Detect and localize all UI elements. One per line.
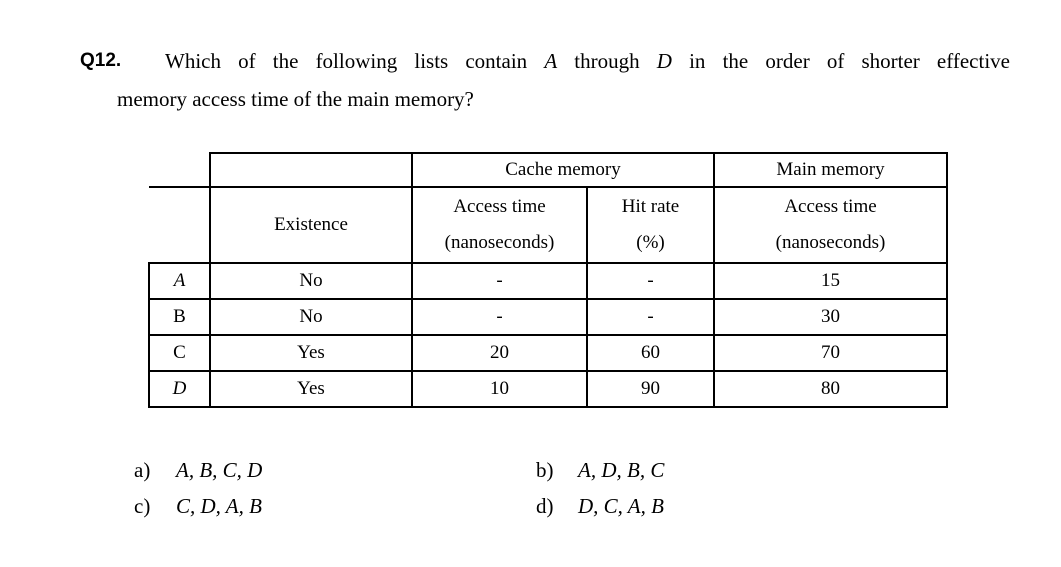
cell-main-access: 70 — [714, 335, 947, 371]
header-cache-memory: Cache memory — [412, 153, 714, 187]
option-c[interactable] — [134, 494, 262, 519]
option-text: A, D, B, C — [578, 458, 665, 482]
subheader-unit: (%) — [636, 232, 665, 253]
table-row — [149, 371, 947, 407]
blank-corner-cell — [149, 187, 210, 263]
subheader-cache-access-time — [412, 187, 587, 263]
subheader-label: Access time — [453, 196, 546, 217]
option-letter: d) — [536, 494, 554, 518]
cell-hit-rate: 60 — [587, 335, 714, 371]
cell-main-access: 30 — [714, 299, 947, 335]
option-letter: b) — [536, 458, 554, 482]
row-label: B — [149, 299, 210, 335]
table-subheader-row — [149, 187, 947, 263]
cell-main-access: 15 — [714, 263, 947, 299]
memory-comparison-table — [148, 152, 948, 408]
option-text: D, C, A, B — [578, 494, 664, 518]
cell-main-access: 80 — [714, 371, 947, 407]
option-d[interactable] — [536, 494, 664, 519]
option-letter: c) — [134, 494, 151, 518]
subheader-label: Hit rate — [621, 196, 680, 217]
table-header-row — [149, 153, 947, 187]
cell-existence: Yes — [210, 371, 412, 407]
subheader-hit-rate — [587, 187, 714, 263]
subheader-label: Access time — [784, 196, 877, 217]
cell-hit-rate: - — [587, 299, 714, 335]
option-a[interactable] — [134, 458, 262, 483]
table-row — [149, 263, 947, 299]
cell-cache-access: - — [412, 263, 587, 299]
question-variable: D — [656, 49, 672, 73]
question-variable: A — [544, 49, 558, 73]
table-row — [149, 335, 947, 371]
question-text-part: in the order of shorter effective — [671, 49, 1010, 73]
blank-corner-cell — [149, 153, 210, 187]
option-letter: a) — [134, 458, 151, 482]
row-label: A — [149, 263, 210, 299]
row-label: C — [149, 335, 210, 371]
option-b[interactable] — [536, 458, 664, 483]
cell-cache-access: 20 — [412, 335, 587, 371]
header-main-memory: Main memory — [714, 153, 947, 187]
option-text: A, B, C, D — [176, 458, 263, 482]
header-cell-empty — [210, 153, 412, 187]
row-label: D — [149, 371, 210, 407]
cell-hit-rate: 90 — [587, 371, 714, 407]
subheader-existence: Existence — [210, 187, 412, 263]
cell-existence: No — [210, 299, 412, 335]
cell-existence: Yes — [210, 335, 412, 371]
subheader-unit: (nanoseconds) — [444, 232, 555, 253]
question-text-part: through — [557, 49, 657, 73]
cell-cache-access: - — [412, 299, 587, 335]
question-text-part: Which of the following lists contain — [165, 49, 545, 73]
cell-cache-access: 10 — [412, 371, 587, 407]
cell-hit-rate: - — [587, 263, 714, 299]
question-number: Q12. — [80, 50, 122, 71]
cell-existence: No — [210, 263, 412, 299]
option-text: C, D, A, B — [176, 494, 262, 518]
subheader-main-access-time — [714, 187, 947, 263]
subheader-unit: (nanoseconds) — [775, 232, 886, 253]
question-text-line-1 — [165, 49, 1010, 74]
question-text-line-2: memory access time of the main memory? — [117, 87, 474, 111]
table-row — [149, 299, 947, 335]
